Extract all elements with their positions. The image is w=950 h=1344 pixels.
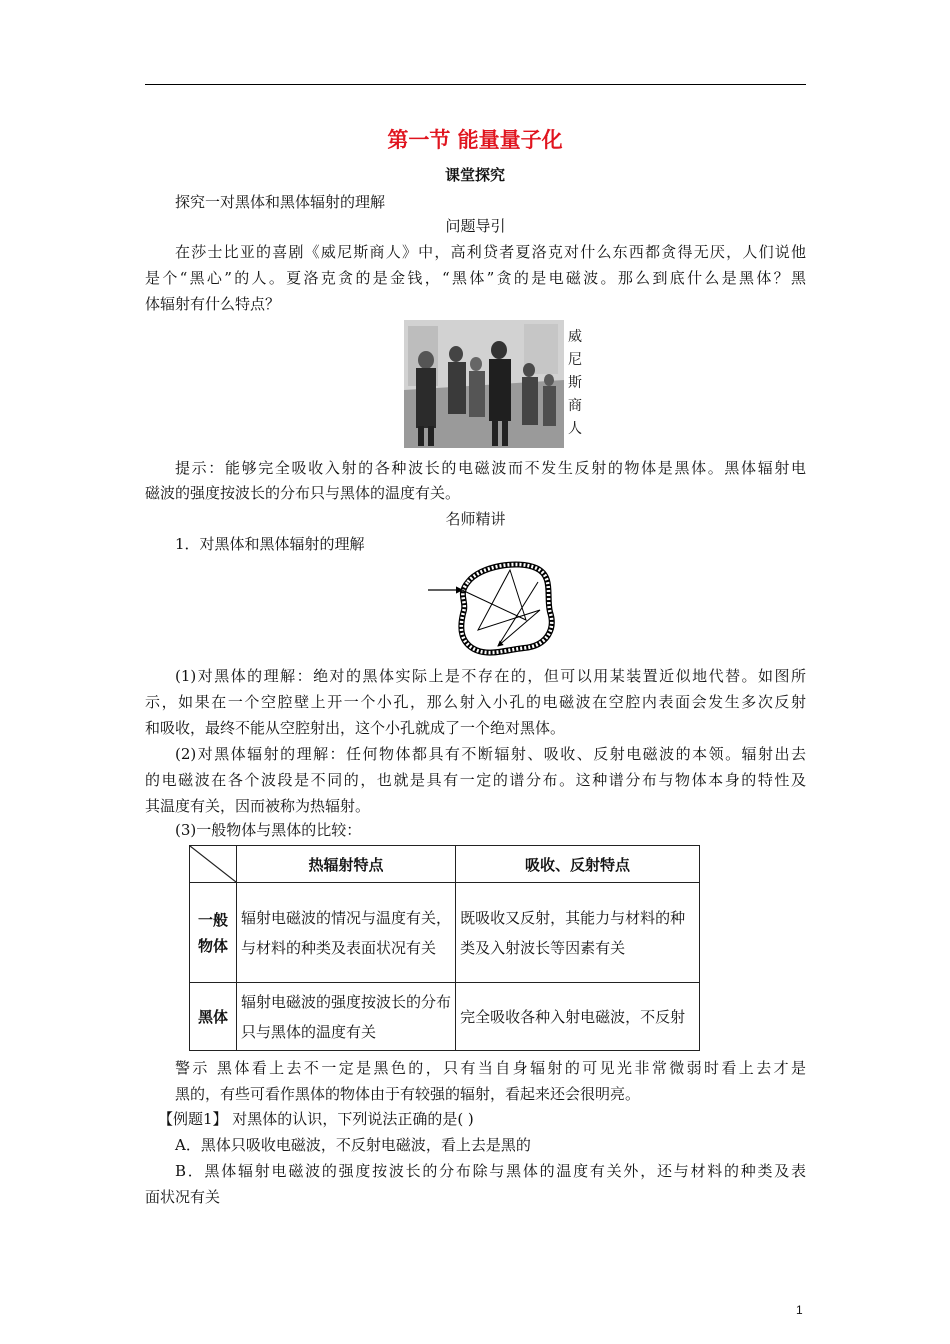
section-title: 课堂探究: [444, 166, 505, 184]
intro-line-1: 在莎士比亚的喜剧《威尼斯商人》中，高利贷者夏洛克对什么东西都贪得无厌，人们说他: [175, 243, 806, 261]
intro-line-3: 体辐射有什么特点？: [145, 295, 281, 313]
caption-char: 尼: [568, 352, 582, 368]
table-cell: 既吸收又反射，其能力与材料的种类及入射波长等因素有关: [456, 883, 700, 983]
table-row-head: 黑体: [190, 983, 237, 1051]
hint-line-2: 磁波的强度按波长的分布只与黑体的温度有关。: [145, 484, 461, 502]
comparison-table: [189, 845, 700, 1051]
figure-caption: [566, 326, 584, 441]
diagonal-corner-cell: [190, 846, 237, 883]
caption-char: 商: [568, 398, 582, 414]
option-b-line-2: 面状况有关: [145, 1188, 221, 1206]
para1-line-3: 和吸收，最终不能从空腔射出，这个小孔就成了一个绝对黑体。: [145, 719, 566, 737]
merchant-of-venice-illustration: [404, 320, 564, 448]
warning-line-1: 警示 黑体看上去不一定是黑色的，只有当自身辐射的可见光非常微弱时看上去才是: [175, 1059, 806, 1077]
table-cell: 完全吸收各种入射电磁波，不反射: [456, 983, 700, 1051]
hint-line-1: 提示：能够完全吸收入射的各种波长的电磁波而不发生反射的物体是黑体。黑体辐射电: [175, 459, 806, 477]
header-rule: [145, 84, 806, 85]
para1-line-2: 示，如果在一个空腔壁上开一个小孔，那么射入小孔的电磁波在空腔内表面会发生多次反射: [145, 693, 806, 711]
lecture-title: 名师精讲: [445, 510, 506, 528]
page-number: 1: [796, 1303, 803, 1317]
intro-line-2: 是个“黑心”的人。夏洛克贪的是金钱，“黑体”贪的是电磁波。那么到底什么是黑体？黑: [145, 269, 806, 287]
option-a: A．黑体只吸收电磁波，不反射电磁波，看上去是黑的: [175, 1136, 531, 1154]
caption-char: 人: [568, 421, 582, 437]
table-header: 吸收、反射特点: [456, 846, 700, 883]
para1-line-1: (1)对黑体的理解：绝对的黑体实际上是不存在的，但可以用某装置近似地代替。如图所: [175, 667, 806, 685]
table-row: [190, 983, 700, 1051]
para3-line: (3)一般物体与黑体的比较：: [175, 821, 362, 839]
table-row: [190, 883, 700, 983]
table-header-row: [190, 846, 700, 883]
table-header: 热辐射特点: [237, 846, 456, 883]
table-cell: 辐射电磁波的情况与温度有关，与材料的种类及表面状况有关: [237, 883, 456, 983]
cavity-blackbody-diagram: [428, 560, 558, 660]
item-1-heading: 1．对黑体和黑体辐射的理解: [175, 535, 365, 553]
inquiry-title: 探究一对黑体和黑体辐射的理解: [175, 193, 386, 211]
table-cell: 辐射电磁波的强度按波长的分布只与黑体的温度有关: [237, 983, 456, 1051]
para2-line-3: 其温度有关，因而被称为热辐射。: [145, 797, 371, 815]
para2-line-1: (2)对黑体辐射的理解：任何物体都具有不断辐射、吸收、反射电磁波的本领。辐射出去: [175, 745, 806, 763]
option-b-line-1: B．黑体辐射电磁波的强度按波长的分布除与黑体的温度有关外，还与材料的种类及表: [175, 1162, 806, 1180]
guide-title: 问题导引: [445, 217, 506, 235]
table-row-head: 一般 物体: [190, 883, 237, 983]
page-title: 第一节 能量量子化: [387, 128, 563, 152]
caption-char: 斯: [568, 375, 582, 391]
warning-line-2: 黑的，有些可看作黑体的物体由于有较强的辐射，看起来还会很明亮。: [175, 1085, 641, 1103]
para2-line-2: 的电磁波在各个波段是不同的，也就是具有一定的谱分布。这种谱分布与物体本身的特性及: [145, 771, 806, 789]
caption-char: 威: [568, 329, 582, 345]
example-1: 【例题1】 对黑体的认识，下列说法正确的是( ): [158, 1110, 474, 1128]
